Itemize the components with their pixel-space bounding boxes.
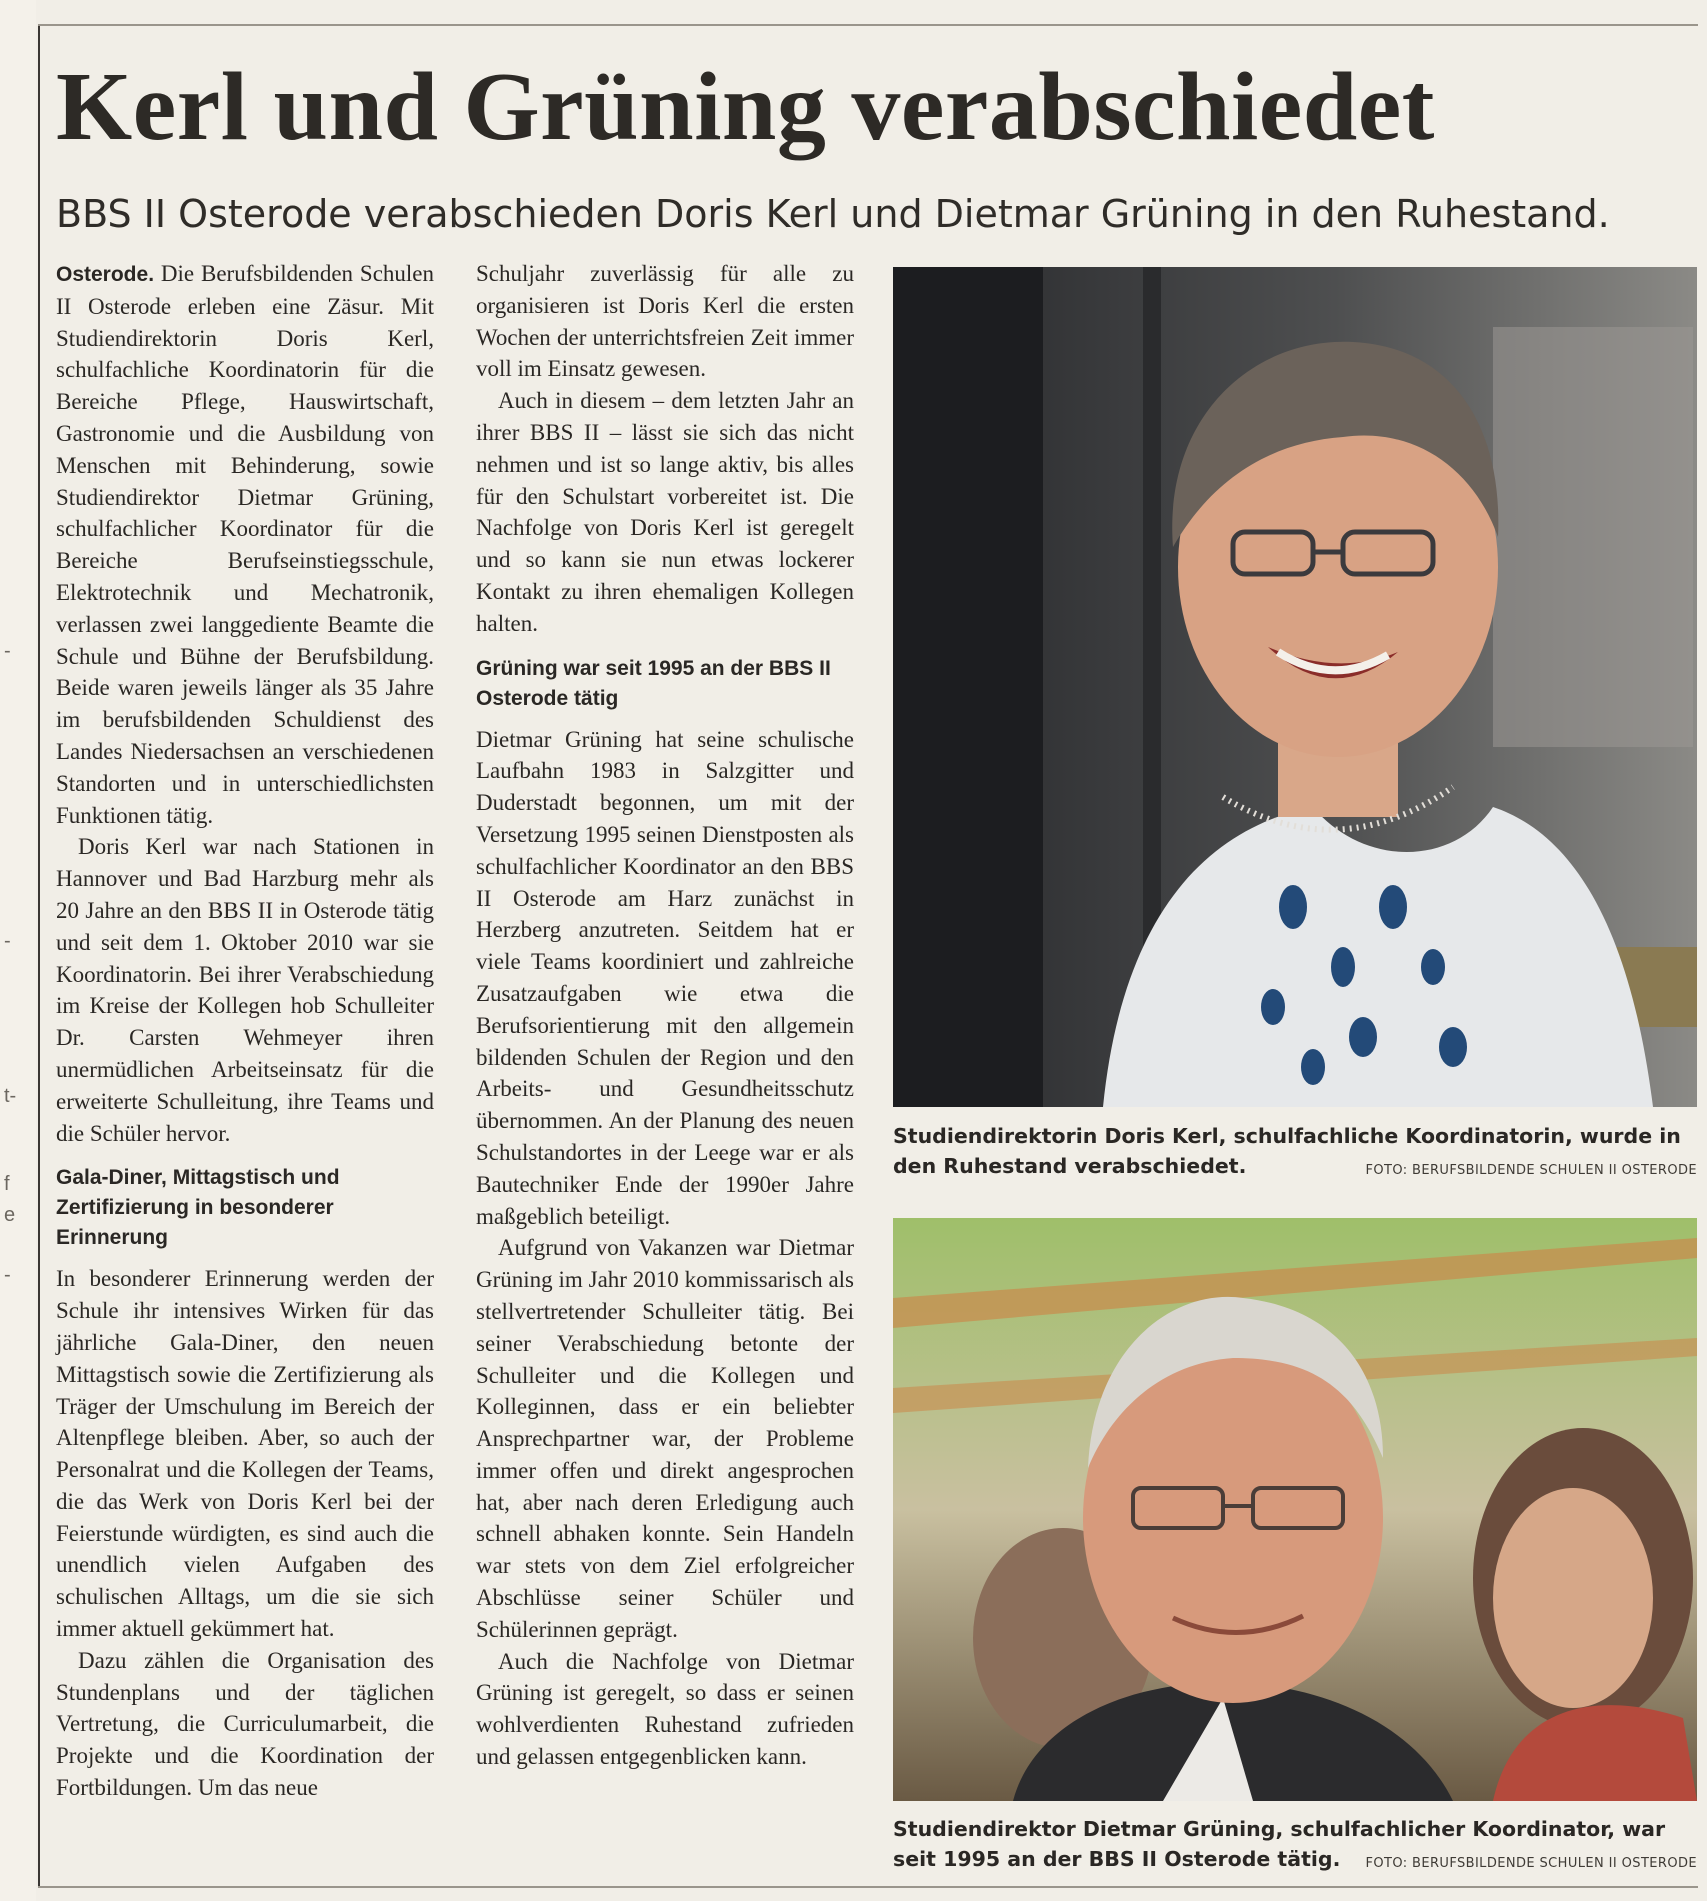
portrait-woman-image: [893, 267, 1697, 1107]
paragraph: Auch in diesem – dem letzten Jahr an ihrer BBS II – lässt sie sich das nicht nehmen und ist so lange aktiv, bis alles für den Schulstart vorbereitet ist. Die Nachfolge von Doris Kerl ist geregelt und so kann sie nun etwas lockerer Kontakt zu ihren ehemaligen Kollegen halten.: [476, 388, 854, 636]
subheadline: BBS II Osterode verabschieden Doris Kerl und Dietmar Grüning in den Ruhestand.: [56, 192, 1610, 236]
margin-fragment: f: [4, 1173, 10, 1195]
headline: Kerl und Grüning verabschiedet: [56, 53, 1435, 161]
column-rule: [38, 24, 40, 1886]
margin-fragment: -: [4, 930, 11, 952]
paragraph: Dazu zählen die Organisation des Stundenplans und der täglichen Vertretung, die Curriculumarbeit, die Projekte und die Koordination der Fortbildungen. Um das neue: [56, 1647, 434, 1801]
section-heading: Gala-Diner, Mittagstisch und Zertifizierung in besonderer Erinnerung: [56, 1166, 340, 1250]
margin-fragment: -: [4, 640, 11, 662]
margin-fragment: t-: [4, 1085, 17, 1107]
article-column-2: [476, 258, 854, 1773]
photo-caption: Studiendirektorin Doris Kerl, schulfachliche Koordinatorin, wurde in den Ruhestand verabschiedet.: [893, 1124, 1681, 1178]
top-rule: [38, 24, 1698, 26]
paragraph: Schuljahr zuverlässig für alle zu organisieren ist Doris Kerl die ersten Wochen der unterrichtsfreien Zeit immer voll im Einsatz gewesen.: [476, 261, 854, 382]
bottom-rule: [38, 1886, 1698, 1888]
photo-credit: FOTO: BERUFSBILDENDE SCHULEN II OSTERODE: [1365, 1163, 1697, 1178]
dateline: Osterode.: [56, 263, 155, 286]
article-column-1: [56, 258, 434, 1804]
margin-fragment: e: [4, 1204, 16, 1226]
paragraph: Dietmar Grüning hat seine schulische Laufbahn 1983 in Salzgitter und Duderstadt begonnen, um mit der Versetzung 1995 seinen Dienstposten als schulfachlicher Koordinator an den BBS II Osterode am Harz zunächst in Herzberg anzutreten. Seitdem hat er viele Teams koordiniert und zahlreiche Zusatzaufgaben wie etwa die Berufsorientierung mit den allgemein bildenden Schulen der Region und den Arbeits- und Gesundheitsschutz übernommen. An der Planung des neuen Schulstandortes in der Leege war er als Bautechniker Ende der 1990er Jahre maßgeblich beteiligt.: [476, 726, 854, 1229]
paragraph-text: Die Berufsbildenden Schulen II Osterode erleben eine Zäsur. Mit Studiendirektorin Doris Kerl, schulfachliche Koordinatorin für die Bereiche Pflege, Hauswirtschaft, Gastronomie und die Ausbildung von Menschen mit Behinderung, sowie Studiendirektor Dietmar Grüning, schulfachlicher Koordinator für die Bereiche Berufseinstiegsschule, Elektrotechnik und Mechatronik, verlassen zwei langgediente Beamte die Schule und Bühne der Berufsbildung. Beide waren jeweils länger als 35 Jahre im berufsbildenden Schuldienst des Landes Niedersachsen an verschiedenen Standorten und in unterschiedlichsten Funktionen tätig.: [56, 261, 435, 828]
photo-caption: Studiendirektor Dietmar Grüning, schulfachlicher Koordinator, war seit 1995 an der BBS II Osterode tätig.: [893, 1817, 1666, 1871]
photo-credit: FOTO: BERUFSBILDENDE SCHULEN II OSTERODE: [1365, 1856, 1697, 1871]
paragraph: In besonderer Erinnerung werden der Schule ihr intensives Wirken für das jährliche Gala-Diner, den neuen Mittagstisch sowie die Zertifizierung als Träger der Umschulung im Bereich der Altenpflege bleiben. Aber, so auch der Personalrat und die Kollegen der Teams, die das Werk von Doris Kerl bei der Feierstunde würdigten, es sind auch die unendlich vielen Aufgaben des schulischen Alltags, um die sie sich immer aktuell gekümmert hat.: [56, 1266, 434, 1642]
adjacent-page-edge: [0, 0, 36, 1901]
section-heading: Grüning war seit 1995 an der BBS II Osterode tätig: [476, 656, 831, 710]
portrait-man-image: [893, 1218, 1697, 1801]
paragraph: Doris Kerl war nach Stationen in Hannover und Bad Harzburg mehr als 20 Jahre an den BBS II in Osterode tätig und seit dem 1. Oktober 2010 war sie Koordinatorin. Bei ihrer Verabschiedung im Kreise der Kollegen hob Schulleiter Dr. Carsten Wehmeyer ihren unermüdlichen Arbeitseinsatz für die erweiterte Schulleitung, ihre Teams und die Schüler hervor.: [56, 834, 434, 1146]
photo-doris-kerl: [893, 267, 1697, 1107]
margin-fragment: -: [4, 1264, 11, 1286]
paragraph: [56, 258, 434, 831]
photo-dietmar-gruening: [893, 1218, 1697, 1801]
paragraph: Aufgrund von Vakanzen war Dietmar Grüning im Jahr 2010 kommissarisch als stellvertretender Schulleiter tätig. Bei seiner Verabschiedung betonte der Schulleiter und die Kollegen und Kolleginnen, dass er ein beliebter Ansprechpartner war, der Probleme immer offen und direkt angesprochen hat, aber nach deren Erledigung auch schnell abhaken konnte. Sein Handeln war stets von dem Ziel erfolgreicher Abschlüsse seiner Schüler und Schülerinnen geprägt.: [476, 1235, 854, 1642]
paragraph: Auch die Nachfolge von Dietmar Grüning ist geregelt, so dass er seinen wohlverdienten Ruhestand zufrieden und gelassen entgegenblicken kann.: [476, 1648, 854, 1770]
